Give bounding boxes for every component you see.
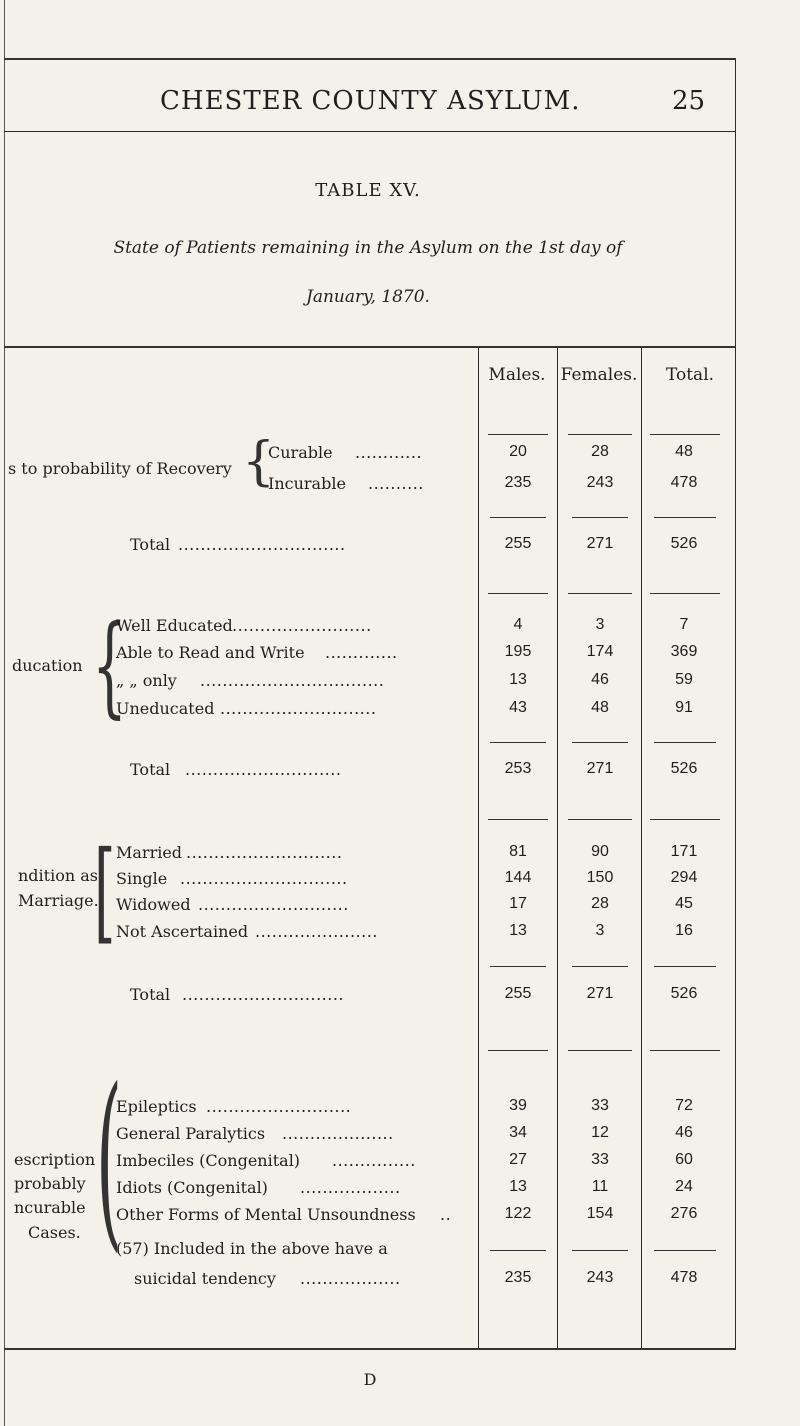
cell: 33 <box>591 1097 609 1114</box>
cell: 171 <box>670 843 698 860</box>
subtotal-line <box>572 517 628 518</box>
cell: 45 <box>675 895 693 912</box>
education-brace: { <box>92 601 127 729</box>
header-underline-total <box>650 434 720 435</box>
cell: 46 <box>591 671 609 688</box>
section-end-line <box>568 819 632 820</box>
cell: 255 <box>504 985 532 1002</box>
cell: 144 <box>504 869 532 886</box>
cell: 90 <box>591 843 609 860</box>
subtotal-line <box>654 966 716 967</box>
marriage-brace: [ <box>94 827 116 955</box>
dot-leader: ............................ <box>185 760 342 779</box>
dot-leader: ......................... <box>232 616 372 635</box>
incurable-note: suicidal tendency <box>134 1269 276 1288</box>
marriage-group-label: ndition as <box>18 866 98 885</box>
recovery-row-label: Curable <box>268 443 333 462</box>
education-row-label: Able to Read and Write <box>116 643 305 662</box>
subtotal-line <box>572 966 628 967</box>
cell: 43 <box>509 699 527 716</box>
cell: 154 <box>586 1205 614 1222</box>
signature-mark: D <box>363 1370 377 1389</box>
cell: 28 <box>591 895 609 912</box>
subtotal-line <box>654 1250 716 1251</box>
incurable-group-label: probably <box>14 1174 86 1193</box>
education-row-label: Well Educated <box>116 616 233 635</box>
cell: 526 <box>670 535 698 552</box>
incurable-group-label: ncurable <box>14 1198 86 1217</box>
subtotal-line <box>490 742 546 743</box>
cell: 271 <box>586 985 614 1002</box>
subtotal-line <box>572 742 628 743</box>
incurable-row-label: Imbeciles (Congenital) <box>116 1151 301 1170</box>
header-rule <box>4 131 736 132</box>
cell: 243 <box>586 1269 614 1286</box>
dot-leader: ................................. <box>200 671 385 690</box>
table-top-rule <box>4 346 736 348</box>
education-group-label: ducation <box>12 656 83 675</box>
header-underline-females <box>568 434 632 435</box>
col-header-total: Total. <box>665 365 715 385</box>
cell: 478 <box>670 474 698 491</box>
dot-leader: ............................. <box>182 985 344 1004</box>
section-end-line <box>650 1050 720 1051</box>
dot-leader: ............ <box>355 443 423 462</box>
incurable-row-label: General Paralytics <box>116 1124 266 1143</box>
table-caption-line1: State of Patients remaining in the Asylum on the 1st day of <box>113 238 623 258</box>
cell: 478 <box>670 1269 698 1286</box>
cell: 526 <box>670 760 698 777</box>
incurable-brace: ( <box>96 1048 122 1269</box>
cell: 122 <box>504 1205 532 1222</box>
dot-leader: .............................. <box>180 869 348 888</box>
dot-leader: .................. <box>300 1178 401 1197</box>
header-underline-males <box>488 434 548 435</box>
dot-leader: .......................... <box>206 1097 352 1116</box>
dot-leader: ............... <box>332 1151 416 1170</box>
dot-leader: .................... <box>282 1124 394 1143</box>
cell: 60 <box>675 1151 693 1168</box>
cell: 27 <box>509 1151 527 1168</box>
cell: 16 <box>675 922 693 939</box>
cell: 12 <box>591 1124 609 1141</box>
cell: 17 <box>509 895 527 912</box>
incurable-note: (57) Included in the above have a <box>116 1239 388 1258</box>
table-caption-line2: January, 1870. <box>306 287 430 307</box>
cell: 39 <box>509 1097 527 1114</box>
page-number: 25 <box>672 86 706 116</box>
marriage-row-label: Single <box>116 869 168 888</box>
cell: 243 <box>586 474 614 491</box>
cell: 3 <box>595 922 605 939</box>
cell: 253 <box>504 760 532 777</box>
dot-leader: ............................ <box>186 843 343 862</box>
recovery-total-label: Total <box>130 535 171 554</box>
section-end-line <box>650 593 720 594</box>
section-end-line <box>488 819 548 820</box>
cell: 255 <box>504 535 532 552</box>
subtotal-line <box>654 517 716 518</box>
incurable-row-label: Other Forms of Mental Unsoundness <box>116 1205 416 1224</box>
cell: 13 <box>509 671 527 688</box>
cell: 28 <box>591 443 609 460</box>
col-header-males: Males. <box>488 365 546 385</box>
incurable-group-label: escription <box>14 1150 96 1169</box>
dot-leader: ............. <box>325 643 398 662</box>
table-title: TABLE XV. <box>315 180 421 201</box>
subtotal-line <box>490 966 546 967</box>
running-title: CHESTER COUNTY ASYLUM. <box>160 86 581 116</box>
cell: 20 <box>509 443 527 460</box>
col-sep-1 <box>478 348 479 1348</box>
marriage-total-label: Total <box>130 985 171 1004</box>
cell: 13 <box>509 922 527 939</box>
incurable-row-label: Epileptics <box>116 1097 197 1116</box>
col-sep-3 <box>641 348 642 1348</box>
dot-leader: .................. <box>300 1269 401 1288</box>
section-end-line <box>488 593 548 594</box>
education-row-label: Uneducated <box>116 699 215 718</box>
cell: 294 <box>670 869 698 886</box>
cell: 72 <box>675 1097 693 1114</box>
cell: 91 <box>675 699 693 716</box>
top-rule <box>4 58 736 60</box>
cell: 271 <box>586 760 614 777</box>
cell: 174 <box>586 643 614 660</box>
recovery-group-label: s to probability of Recovery <box>8 459 232 478</box>
cell: 33 <box>591 1151 609 1168</box>
cell: 11 <box>591 1178 609 1195</box>
section-end-line <box>568 1050 632 1051</box>
marriage-group-label: Marriage. <box>18 891 99 910</box>
incurable-group-label: Cases. <box>28 1223 81 1242</box>
cell: 7 <box>679 616 689 633</box>
cell: 46 <box>675 1124 693 1141</box>
page-left-border <box>4 0 5 1426</box>
dot-leader: ...................... <box>255 922 378 941</box>
subtotal-line <box>654 742 716 743</box>
section-end-line <box>650 819 720 820</box>
dot-leader: .......... <box>368 474 424 493</box>
dot-leader: ............................ <box>220 699 377 718</box>
cell: 34 <box>509 1124 527 1141</box>
cell: 59 <box>675 671 693 688</box>
cell: 48 <box>591 699 609 716</box>
education-total-label: Total <box>130 760 171 779</box>
recovery-row-label: Incurable <box>268 474 346 493</box>
cell: 48 <box>675 443 693 460</box>
section-end-line <box>568 593 632 594</box>
cell: 276 <box>670 1205 698 1222</box>
dot-leader: .. <box>440 1205 452 1224</box>
cell: 3 <box>595 616 605 633</box>
marriage-row-label: Not Ascertained <box>116 922 249 941</box>
cell: 526 <box>670 985 698 1002</box>
col-sep-2 <box>557 348 558 1348</box>
cell: 235 <box>504 1269 532 1286</box>
subtotal-line <box>490 1250 546 1251</box>
col-header-females: Females. <box>560 365 638 385</box>
education-row-label: „ „ only <box>116 671 177 690</box>
cell: 195 <box>504 643 532 660</box>
dot-leader: ........................... <box>198 895 349 914</box>
cell: 24 <box>675 1178 693 1195</box>
section-end-line <box>488 1050 548 1051</box>
cell: 13 <box>509 1178 527 1195</box>
subtotal-line <box>490 517 546 518</box>
recovery-brace: { <box>242 432 276 492</box>
subtotal-line <box>572 1250 628 1251</box>
marriage-row-label: Widowed <box>116 895 191 914</box>
cell: 150 <box>586 869 614 886</box>
dot-leader: .............................. <box>178 535 346 554</box>
table-bottom-rule <box>4 1348 736 1350</box>
cell: 4 <box>513 616 523 633</box>
marriage-row-label: Married <box>116 843 183 862</box>
cell: 271 <box>586 535 614 552</box>
cell: 81 <box>509 843 527 860</box>
cell: 369 <box>670 643 698 660</box>
cell: 235 <box>504 474 532 491</box>
incurable-row-label: Idiots (Congenital) <box>116 1178 268 1197</box>
